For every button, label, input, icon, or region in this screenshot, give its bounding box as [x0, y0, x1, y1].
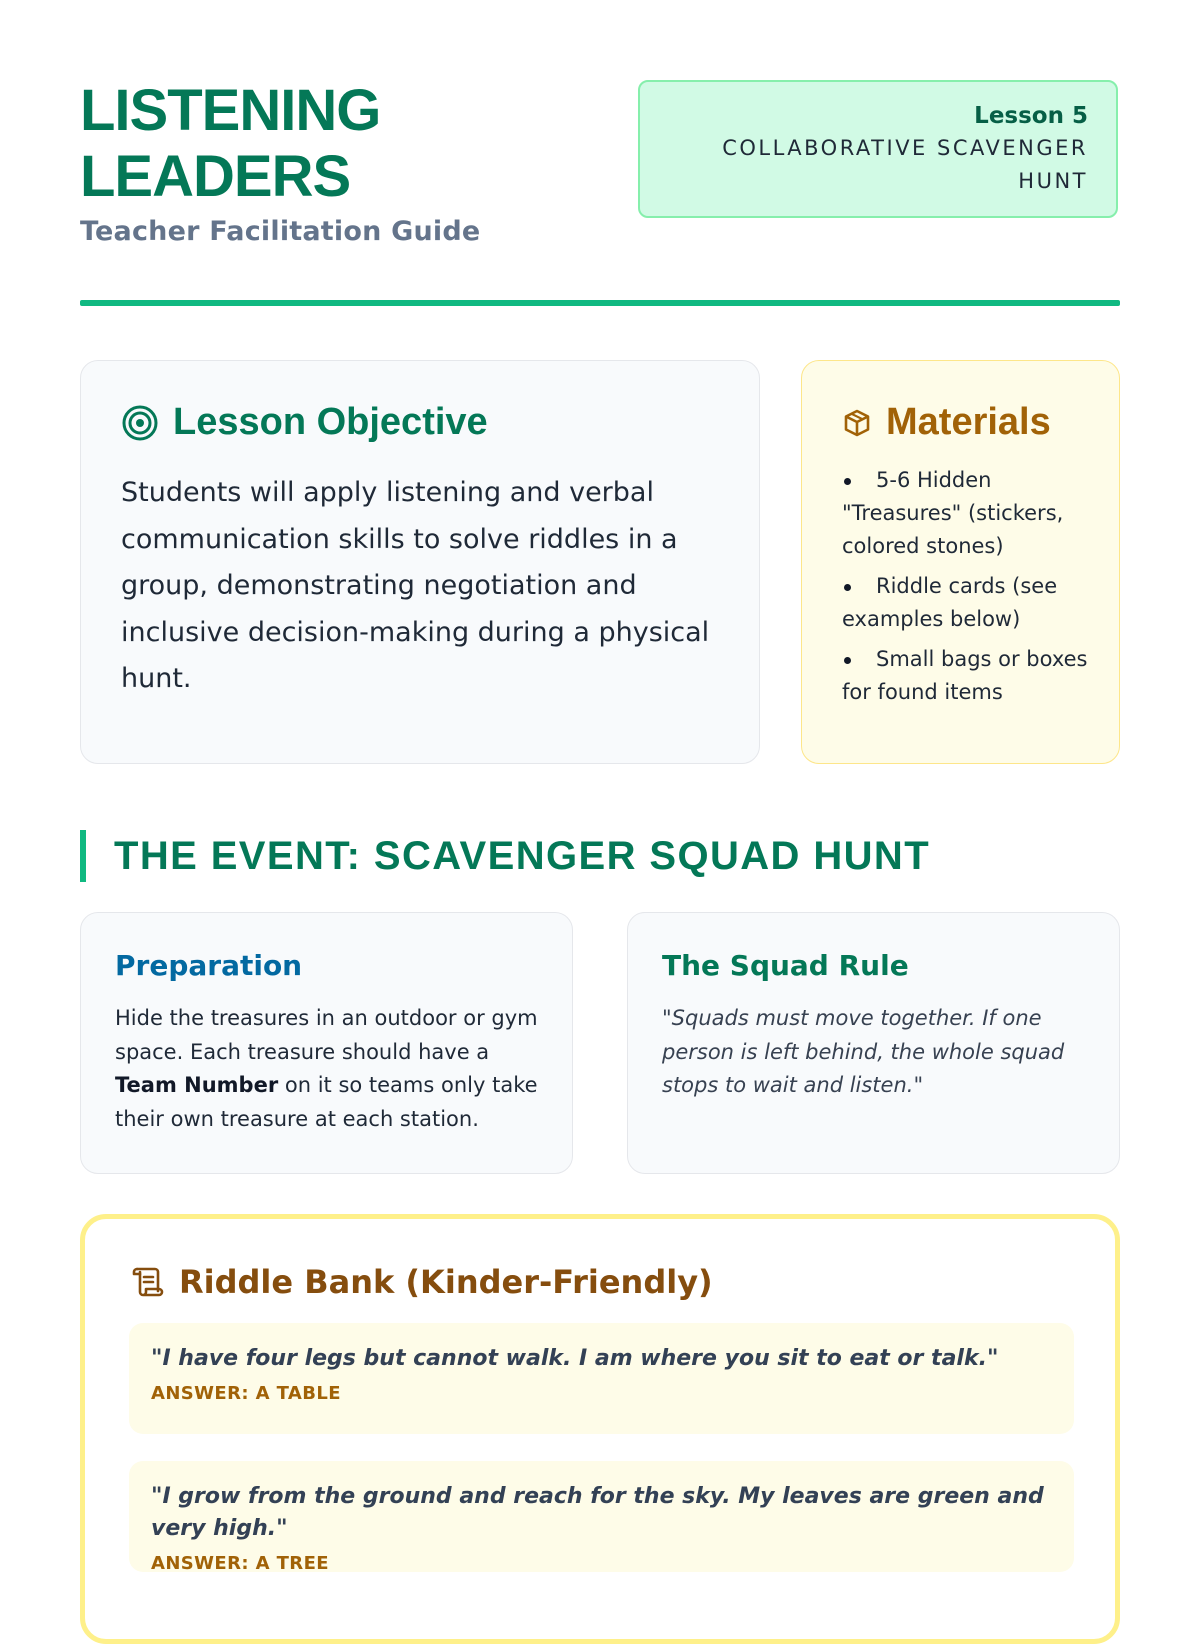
title-line-1: LISTENING: [80, 78, 381, 143]
riddle-answer: ANSWER: A TREE: [151, 1553, 329, 1574]
riddle-question: "I grow from the ground and reach for the sky. My leaves are green and very high.": [151, 1484, 1044, 1541]
riddle-bank-heading-text: Riddle Bank (Kinder-Friendly): [179, 1263, 713, 1301]
preparation-heading: Preparation: [115, 949, 303, 982]
target-icon: [121, 404, 159, 442]
materials-card: [801, 360, 1120, 764]
page-title: [80, 78, 600, 210]
lesson-type-line-1: COLLABORATIVE SCAVENGER: [722, 136, 1088, 160]
event-section-title: THE EVENT: SCAVENGER SQUAD HUNT: [80, 830, 930, 882]
objective-heading: [121, 401, 719, 444]
squad-rule-card: [627, 912, 1120, 1174]
lesson-number: Lesson 5: [974, 103, 1088, 129]
preparation-text-end: on it so teams only take their own treasure at each station.: [115, 1073, 538, 1131]
materials-heading: [842, 401, 1095, 444]
scroll-icon: [129, 1264, 165, 1300]
riddle-bank-heading: [129, 1263, 1071, 1301]
preparation-card: [80, 912, 573, 1174]
objective-heading-text: Lesson Objective: [173, 401, 488, 443]
title-line-2: LEADERS: [80, 144, 351, 209]
materials-list: [842, 464, 1095, 709]
squad-rule-heading: The Squad Rule: [662, 949, 909, 982]
riddle-item: [129, 1323, 1074, 1434]
preparation-text-bold: Team Number: [115, 1073, 279, 1097]
objective-card: [80, 360, 760, 764]
riddle-answer: ANSWER: A TABLE: [151, 1383, 341, 1404]
lesson-badge: [638, 80, 1118, 218]
preparation-text: [115, 1002, 538, 1136]
materials-heading-text: Materials: [886, 401, 1051, 443]
squad-rule-quote: "Squads must move together. If one person is left behind, the whole squad stops to wait and listen.": [662, 1006, 1065, 1097]
header-divider: [80, 300, 1120, 306]
list-item: Riddle cards (see examples below): [842, 570, 1095, 636]
list-item: Small bags or boxes for found items: [842, 643, 1095, 709]
riddle-question: "I have four legs but cannot walk. I am where you sit to eat or talk.": [151, 1346, 999, 1371]
box-icon: [842, 408, 872, 438]
riddle-bank-card: [80, 1214, 1120, 1644]
preparation-text-start: Hide the treasures in an outdoor or gym space. Each treasure should have a: [115, 1006, 538, 1064]
page-subtitle: Teacher Facilitation Guide: [80, 216, 481, 247]
objective-text: Students will apply listening and verbal communication skills to solve riddles in a group, demonstrating negotiation and inclusive decision-making during a physical hunt.: [121, 477, 710, 694]
guide-page: [80, 0, 1120, 1600]
lesson-type-line-2: HUNT: [1018, 169, 1088, 193]
list-item: 5-6 Hidden "Treasures" (stickers, colored stones): [842, 464, 1095, 563]
lesson-type: [668, 132, 1088, 198]
riddle-item: [129, 1461, 1074, 1572]
